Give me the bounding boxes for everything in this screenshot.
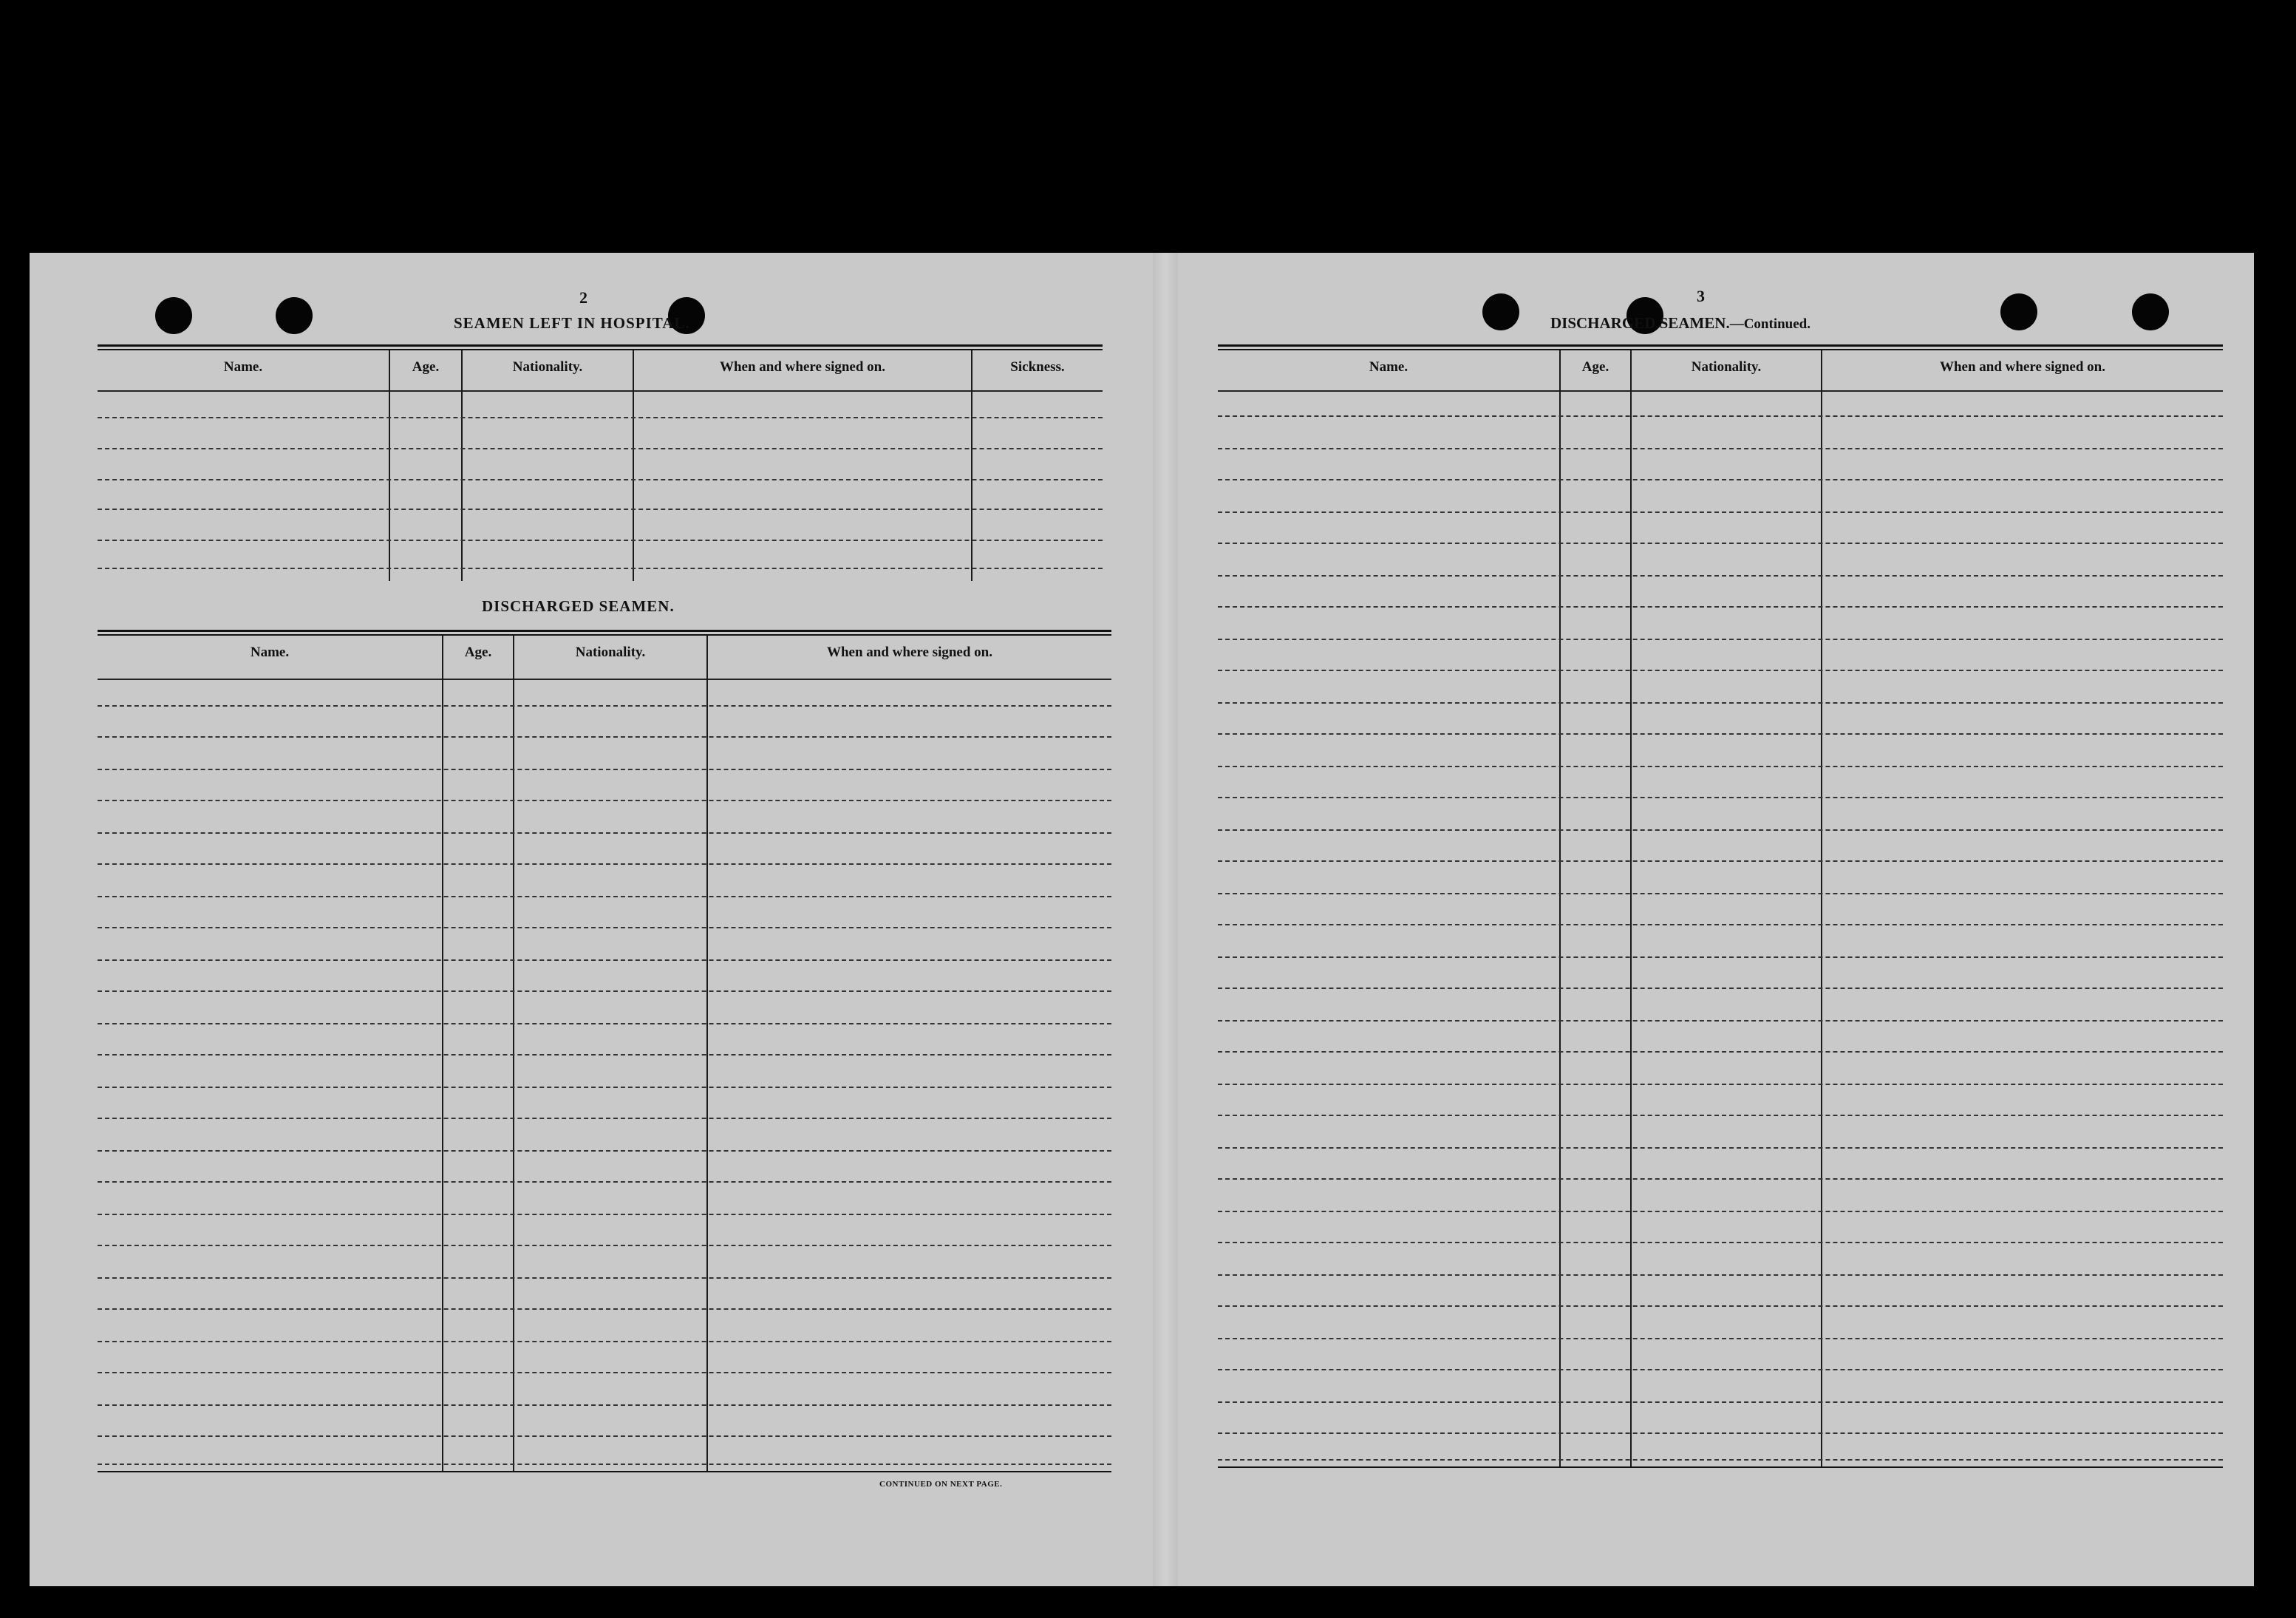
discharged-section-title: DISCHARGED SEAMEN. bbox=[482, 597, 675, 615]
table-row bbox=[1218, 860, 2223, 862]
table-row bbox=[98, 1404, 1111, 1406]
table-row bbox=[1218, 1401, 2223, 1403]
table-row bbox=[1218, 797, 2223, 798]
document-sheet bbox=[30, 253, 2254, 1586]
discharged-continued-title bbox=[1550, 314, 1810, 333]
discharged-table bbox=[98, 630, 1111, 1472]
table-row bbox=[98, 1118, 1111, 1119]
table-row bbox=[98, 1308, 1111, 1310]
table-row bbox=[1218, 829, 2223, 831]
table-row bbox=[1218, 1178, 2223, 1180]
table-row bbox=[1218, 1432, 2223, 1434]
table-row bbox=[98, 1181, 1111, 1183]
table-row bbox=[98, 417, 1103, 418]
discharged-continued-table bbox=[1218, 344, 2223, 1468]
punch-hole bbox=[155, 297, 192, 334]
column-header-nationality: Nationality. bbox=[512, 359, 583, 375]
table-row bbox=[1218, 1305, 2223, 1307]
table-row bbox=[1218, 702, 2223, 704]
column-header-signed-on: When and where signed on. bbox=[1939, 359, 2105, 375]
table-row bbox=[98, 509, 1103, 510]
table-row bbox=[98, 1464, 1111, 1465]
table-row bbox=[1218, 1020, 2223, 1022]
table-row bbox=[1218, 448, 2223, 449]
table-row bbox=[1218, 893, 2223, 894]
punch-hole bbox=[2000, 293, 2037, 330]
table-row bbox=[98, 1023, 1111, 1024]
column-header-signed-on: When and where signed on. bbox=[719, 359, 885, 375]
table-row bbox=[1218, 415, 2223, 417]
table-row bbox=[98, 1435, 1111, 1437]
hospital-section-title: SEAMEN LEFT IN HOSPITAL. bbox=[454, 314, 690, 332]
table-row bbox=[98, 959, 1111, 961]
table-row bbox=[98, 540, 1103, 541]
table-row bbox=[1218, 1051, 2223, 1053]
table-row bbox=[1218, 988, 2223, 989]
column-header-name: Name. bbox=[250, 645, 290, 660]
table-row bbox=[1218, 670, 2223, 671]
page-number-left: 2 bbox=[579, 288, 587, 307]
table-row bbox=[1218, 575, 2223, 577]
table-row bbox=[1218, 606, 2223, 608]
column-header-age: Age. bbox=[1581, 359, 1609, 375]
table-row bbox=[98, 1150, 1111, 1152]
table-row bbox=[1218, 511, 2223, 513]
table-row bbox=[98, 736, 1111, 738]
discharged-continued-title-main: DISCHARGED SEAMEN. bbox=[1550, 314, 1730, 332]
table-row bbox=[98, 479, 1103, 480]
column-header-nationality: Nationality. bbox=[575, 645, 646, 660]
table-row bbox=[1218, 639, 2223, 640]
table-row bbox=[1218, 1369, 2223, 1370]
column-header-nationality: Nationality. bbox=[1691, 359, 1762, 375]
table-row bbox=[1218, 1084, 2223, 1085]
table-row bbox=[98, 1372, 1111, 1373]
column-header-sickness: Sickness. bbox=[1010, 359, 1065, 375]
table-row bbox=[98, 568, 1103, 569]
punch-hole bbox=[2132, 293, 2169, 330]
table-row bbox=[98, 863, 1111, 865]
table-row bbox=[1218, 1211, 2223, 1212]
table-row bbox=[98, 800, 1111, 801]
table-row bbox=[1218, 766, 2223, 767]
column-header-signed-on: When and where signed on. bbox=[826, 645, 992, 660]
table-row bbox=[1218, 1459, 2223, 1461]
discharged-continued-title-suffix: —Continued. bbox=[1729, 316, 1810, 332]
table-row bbox=[98, 1277, 1111, 1279]
column-header-age: Age. bbox=[412, 359, 440, 375]
punch-hole bbox=[276, 297, 313, 334]
table-row bbox=[98, 448, 1103, 449]
table-row bbox=[1218, 924, 2223, 925]
table-row bbox=[1218, 543, 2223, 544]
continued-note: CONTINUED ON NEXT PAGE. bbox=[879, 1480, 1003, 1489]
table-row bbox=[1218, 1147, 2223, 1149]
table-row bbox=[1218, 479, 2223, 480]
table-row bbox=[98, 1245, 1111, 1246]
table-row bbox=[1218, 733, 2223, 735]
table-row bbox=[1218, 1274, 2223, 1276]
table-row bbox=[98, 927, 1111, 928]
table-row bbox=[1218, 1115, 2223, 1116]
table-row bbox=[98, 1341, 1111, 1342]
table-row bbox=[1218, 1338, 2223, 1339]
punch-hole bbox=[1482, 293, 1519, 330]
table-row bbox=[98, 1087, 1111, 1088]
table-row bbox=[98, 1054, 1111, 1056]
hospital-table bbox=[98, 344, 1103, 581]
table-row bbox=[1218, 956, 2223, 958]
column-header-name: Name. bbox=[1369, 359, 1408, 375]
page-number-right: 3 bbox=[1697, 287, 1705, 305]
table-row bbox=[98, 896, 1111, 897]
table-row bbox=[98, 832, 1111, 834]
table-row bbox=[98, 769, 1111, 770]
table-row bbox=[1218, 1242, 2223, 1243]
table-row bbox=[98, 1214, 1111, 1215]
table-row bbox=[98, 705, 1111, 707]
table-row bbox=[98, 990, 1111, 992]
column-header-age: Age. bbox=[464, 645, 492, 660]
column-header-name: Name. bbox=[223, 359, 263, 375]
